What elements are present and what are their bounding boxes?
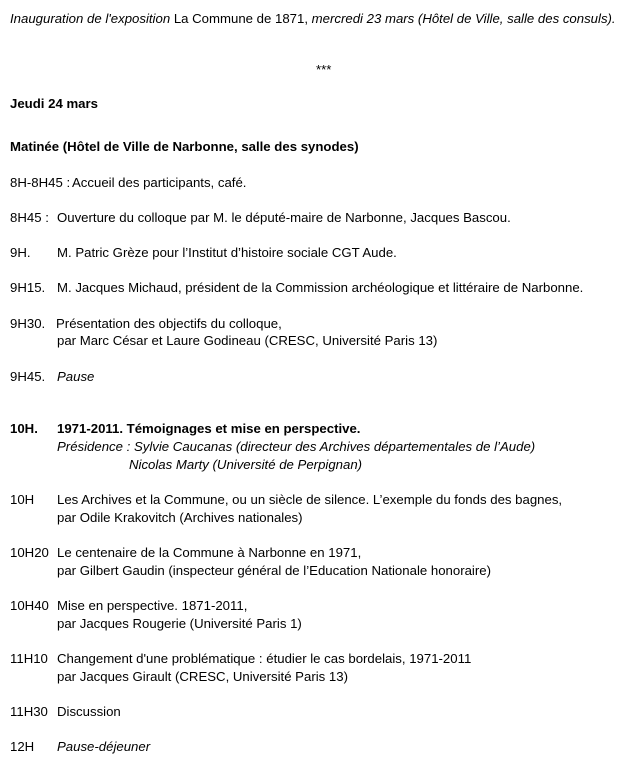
intro-lead: Inauguration de l'exposition <box>10 11 171 26</box>
program-text: Pause <box>57 369 95 384</box>
panel-title: 1971-2011. Témoignages et mise en perspective. <box>57 421 361 436</box>
intro-line <box>10 10 616 27</box>
talk-time: 11H30 <box>10 704 48 719</box>
program-time: 8H45 : <box>10 210 49 225</box>
talk-title: Changement d'une problématique : étudier le cas bordelais, 1971-2011 <box>57 651 472 666</box>
talk-speaker: par Jacques Girault (CRESC, Université Paris 13) <box>57 669 348 684</box>
program-time: 9H45. <box>10 369 46 384</box>
talk-speaker: par Odile Krakovitch (Archives nationales) <box>57 510 303 525</box>
talk-time: 12H <box>10 739 35 754</box>
talk-title: Pause-déjeuner <box>57 739 151 754</box>
program-text: M. Patric Grèze pour l’Institut d’histoire sociale CGT Aude. <box>57 245 397 260</box>
program-text: M. Jacques Michaud, président de la Commission archéologique et littéraire de Narbonne. <box>57 280 584 295</box>
program-time: 9H. <box>10 245 31 260</box>
program-text: Présentation des objectifs du colloque, <box>56 316 282 331</box>
talk-time: 11H10 <box>10 651 48 666</box>
talk-time: 10H20 <box>10 545 49 560</box>
talk-title: Discussion <box>57 704 121 719</box>
program-text: Ouverture du colloque par M. le député-maire de Narbonne, Jacques Bascou. <box>57 210 511 225</box>
talk-time: 10H <box>10 492 35 507</box>
panel-chair: Présidence : Sylvie Caucanas (directeur des Archives départementales de l’Aude) <box>57 439 536 454</box>
program-speaker: par Marc César et Laure Godineau (CRESC, Université Paris 13) <box>57 333 438 348</box>
program-time: 9H15. <box>10 280 46 295</box>
talk-speaker: par Gilbert Gaudin (inspecteur général de l’Education Nationale honoraire) <box>57 563 491 578</box>
talk-title: Le centenaire de la Commune à Narbonne en 1971, <box>57 545 362 560</box>
talk-title: Les Archives et la Commune, ou un siècle de silence. L’exemple du fonds des bagnes, <box>57 492 563 507</box>
panel-time: 10H. <box>10 421 38 436</box>
talk-time: 10H40 <box>10 598 49 613</box>
program-time: 9H30. <box>10 316 46 331</box>
talk-speaker: par Jacques Rougerie (Université Paris 1) <box>57 616 302 631</box>
panel-chair: Nicolas Marty (Université de Perpignan) <box>129 457 363 472</box>
program-time: 8H-8H45 : <box>10 175 71 190</box>
talk-title: Mise en perspective. 1871-2011, <box>57 598 248 613</box>
intro-exhibition: La Commune de 1871, <box>173 11 308 26</box>
intro-details: mercredi 23 mars (Hôtel de Ville, salle des consuls). <box>311 11 616 26</box>
program-text: Accueil des participants, café. <box>72 175 247 190</box>
day-heading: Jeudi 24 mars <box>10 96 98 111</box>
separator: *** <box>316 62 332 77</box>
session-heading: Matinée (Hôtel de Ville de Narbonne, salle des synodes) <box>10 139 359 154</box>
